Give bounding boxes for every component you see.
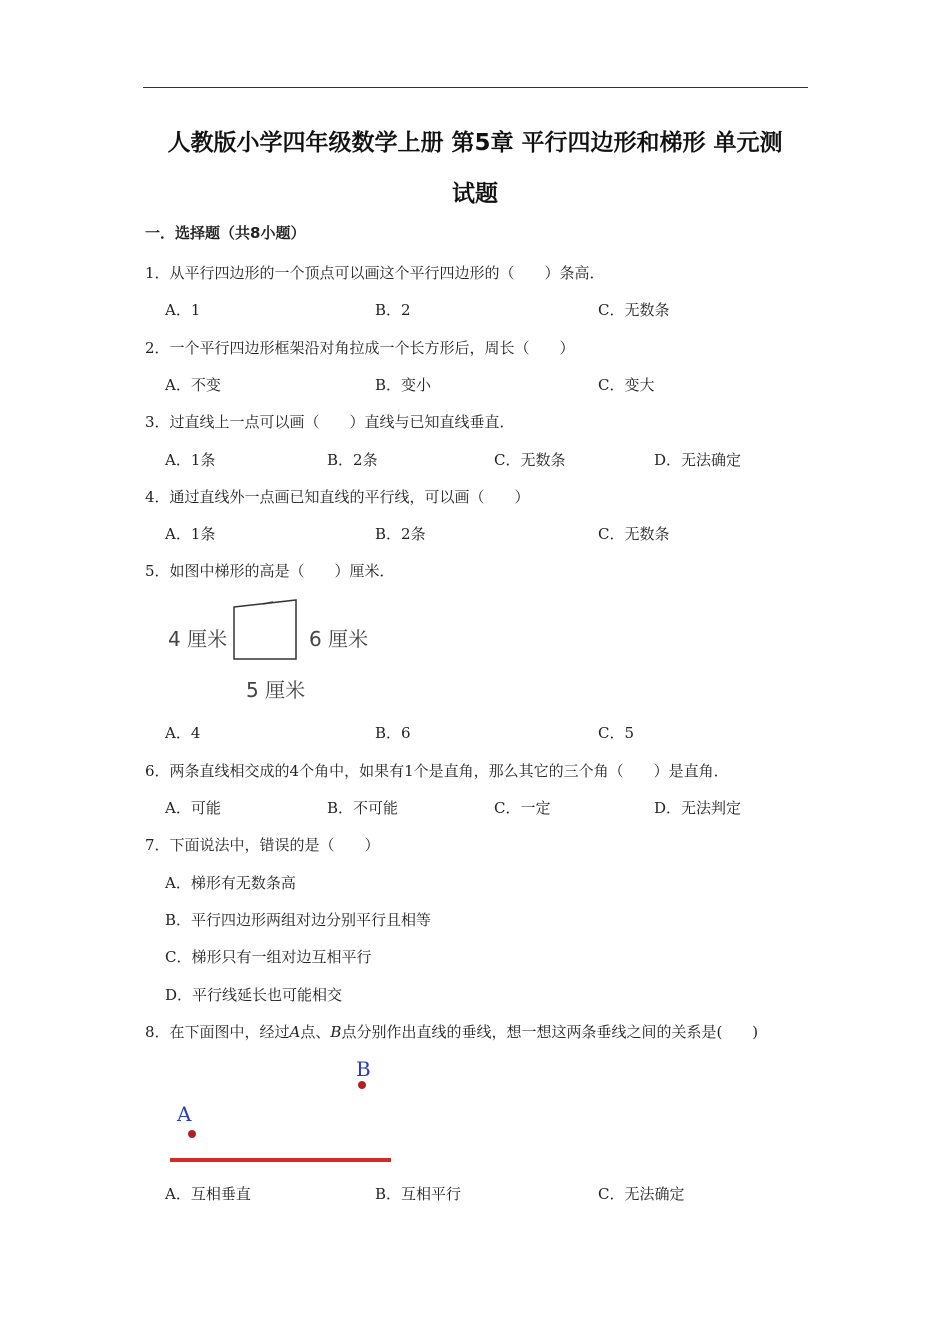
q8-text-a: A [289, 1023, 301, 1041]
q8-option-b[interactable]: B．互相平行 [375, 1185, 462, 1203]
q6-option-b[interactable]: B．不可能 [327, 799, 399, 817]
header-rule [143, 87, 808, 88]
question-1: 1．从平行四边形的一个顶点可以画这个平行四边形的（ ）条高． [145, 264, 605, 282]
question-3: 3．过直线上一点可以画（ ）直线与已知直线垂直． [145, 413, 515, 431]
point-a-dot [188, 1130, 196, 1138]
q8-text-b: B [330, 1023, 342, 1041]
q5-option-b[interactable]: B．6 [375, 724, 411, 742]
q6-option-d[interactable]: D．无法判定 [654, 799, 742, 817]
q1-option-a[interactable]: A．1 [165, 301, 201, 319]
q3-option-b[interactable]: B．2条 [327, 451, 378, 469]
question-5: 5．如图中梯形的高是（ ）厘米． [145, 562, 395, 580]
trapezoid-bottom-label: 5 厘米 [246, 678, 306, 702]
q6-option-c[interactable]: C．一定 [494, 799, 551, 817]
point-b-dot [358, 1081, 366, 1089]
q3-option-d[interactable]: D．无法确定 [654, 451, 742, 469]
trapezoid-right-label: 6 厘米 [309, 627, 369, 651]
q8-option-c[interactable]: C．无法确定 [598, 1185, 685, 1203]
point-a-label: A [177, 1102, 192, 1126]
q8-option-a[interactable]: A．互相垂直 [165, 1185, 251, 1203]
q8-text-pre: 8．在下面图中，经过 [145, 1023, 290, 1041]
q4-option-b[interactable]: B．2条 [375, 525, 426, 543]
question-4: 4．通过直线外一点画已知直线的平行线，可以画（ ） [145, 488, 530, 506]
q3-option-a[interactable]: A．1条 [165, 451, 216, 469]
q1-option-b[interactable]: B．2 [375, 301, 411, 319]
q3-option-c[interactable]: C．无数条 [494, 451, 566, 469]
q5-option-a[interactable]: A．4 [165, 724, 201, 742]
q2-option-b[interactable]: B．变小 [375, 376, 432, 394]
question-6: 6．两条直线相交成的4个角中，如果有1个是直角，那么其它的三个角（ ）是直角． [145, 762, 729, 780]
q4-option-c[interactable]: C．无数条 [598, 525, 670, 543]
q5-option-c[interactable]: C．5 [598, 724, 635, 742]
q2-option-c[interactable]: C．变大 [598, 376, 655, 394]
trapezoid-figure [225, 595, 305, 665]
q7-option-c[interactable]: C．梯形只有一组对边互相平行 [165, 948, 372, 966]
q8-text-mid: 点、 [300, 1023, 331, 1041]
q7-option-d[interactable]: D．平行线延长也可能相交 [165, 986, 343, 1004]
q7-option-b[interactable]: B．平行四边形两组对边分别平行且相等 [165, 911, 432, 929]
section-heading: 一．选择题（共8小题） [145, 224, 306, 242]
question-7: 7．下面说法中，错误的是（ ） [145, 836, 380, 854]
trapezoid-left-label: 4 厘米 [168, 627, 228, 651]
document-title-line1: 人教版小学四年级数学上册 第5章 平行四边形和梯形 单元测 [167, 130, 783, 156]
q4-option-a[interactable]: A．1条 [165, 525, 216, 543]
q7-option-a[interactable]: A．梯形有无数条高 [165, 874, 296, 892]
q6-option-a[interactable]: A．可能 [165, 799, 221, 817]
document-title-line2: 试题 [452, 181, 498, 207]
point-b-label: B [356, 1057, 371, 1081]
q1-option-c[interactable]: C．无数条 [598, 301, 670, 319]
question-8 [145, 1021, 758, 1042]
question-2: 2．一个平行四边形框架沿对角拉成一个长方形后，周长（ ） [145, 339, 575, 357]
q8-text-post: 点分别作出直线的垂线，想一想这两条垂线之间的关系是( ) [341, 1023, 759, 1041]
q2-option-a[interactable]: A．不变 [165, 376, 221, 394]
perpendicular-figure [160, 1055, 410, 1175]
